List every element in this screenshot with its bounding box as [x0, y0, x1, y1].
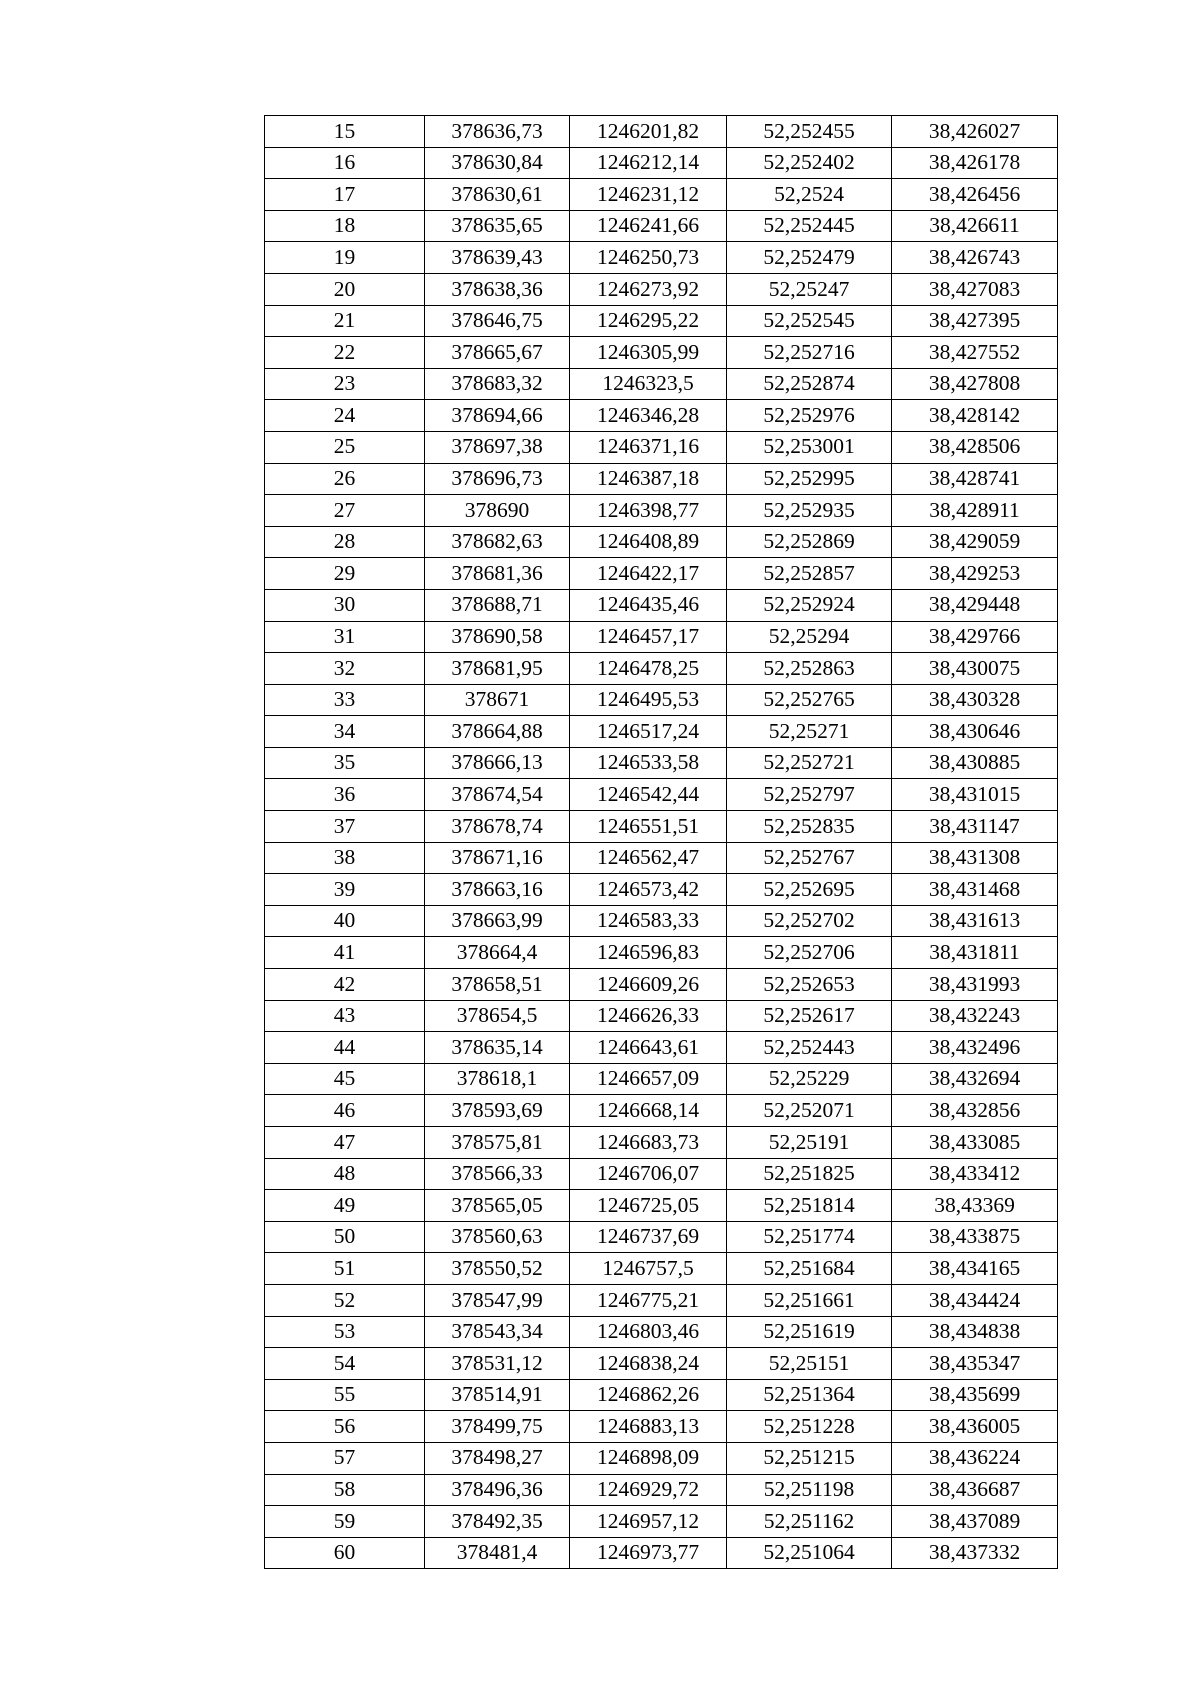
y-coordinate-cell: 1246305,99 [570, 337, 727, 369]
longitude-cell: 38,435347 [892, 1348, 1058, 1380]
y-coordinate-cell: 1246725,05 [570, 1190, 727, 1222]
point-number-cell: 29 [265, 558, 425, 590]
latitude-cell: 52,251162 [727, 1506, 892, 1538]
latitude-cell: 52,252869 [727, 526, 892, 558]
y-coordinate-cell: 1246862,26 [570, 1379, 727, 1411]
point-number-cell: 21 [265, 305, 425, 337]
latitude-cell: 52,252479 [727, 242, 892, 274]
table-row [265, 684, 1058, 716]
latitude-cell: 52,252835 [727, 811, 892, 843]
longitude-cell: 38,429766 [892, 621, 1058, 653]
latitude-cell: 52,251661 [727, 1284, 892, 1316]
longitude-cell: 38,431147 [892, 811, 1058, 843]
longitude-cell: 38,427808 [892, 368, 1058, 400]
x-coordinate-cell: 378678,74 [425, 811, 570, 843]
y-coordinate-cell: 1246371,16 [570, 431, 727, 463]
x-coordinate-cell: 378688,71 [425, 589, 570, 621]
table-row [265, 495, 1058, 527]
longitude-cell: 38,426178 [892, 147, 1058, 179]
point-number-cell: 18 [265, 210, 425, 242]
longitude-cell: 38,431308 [892, 842, 1058, 874]
longitude-cell: 38,437332 [892, 1537, 1058, 1569]
x-coordinate-cell: 378690,58 [425, 621, 570, 653]
x-coordinate-cell: 378496,36 [425, 1474, 570, 1506]
x-coordinate-cell: 378514,91 [425, 1379, 570, 1411]
longitude-cell: 38,434838 [892, 1316, 1058, 1348]
point-number-cell: 20 [265, 273, 425, 305]
longitude-cell: 38,431468 [892, 874, 1058, 906]
x-coordinate-cell: 378498,27 [425, 1442, 570, 1474]
latitude-cell: 52,251198 [727, 1474, 892, 1506]
latitude-cell: 52,252695 [727, 874, 892, 906]
y-coordinate-cell: 1246346,28 [570, 400, 727, 432]
point-number-cell: 26 [265, 463, 425, 495]
y-coordinate-cell: 1246562,47 [570, 842, 727, 874]
longitude-cell: 38,431993 [892, 969, 1058, 1001]
point-number-cell: 22 [265, 337, 425, 369]
latitude-cell: 52,253001 [727, 431, 892, 463]
x-coordinate-cell: 378646,75 [425, 305, 570, 337]
table-row [265, 1506, 1058, 1538]
y-coordinate-cell: 1246533,58 [570, 747, 727, 779]
x-coordinate-cell: 378654,5 [425, 1000, 570, 1032]
x-coordinate-cell: 378565,05 [425, 1190, 570, 1222]
point-number-cell: 41 [265, 937, 425, 969]
x-coordinate-cell: 378682,63 [425, 526, 570, 558]
x-coordinate-cell: 378681,36 [425, 558, 570, 590]
longitude-cell: 38,433412 [892, 1158, 1058, 1190]
longitude-cell: 38,427083 [892, 273, 1058, 305]
x-coordinate-cell: 378663,16 [425, 874, 570, 906]
point-number-cell: 45 [265, 1063, 425, 1095]
point-number-cell: 39 [265, 874, 425, 906]
x-coordinate-cell: 378492,35 [425, 1506, 570, 1538]
latitude-cell: 52,252976 [727, 400, 892, 432]
x-coordinate-cell: 378666,13 [425, 747, 570, 779]
point-number-cell: 24 [265, 400, 425, 432]
x-coordinate-cell: 378636,73 [425, 116, 570, 148]
longitude-cell: 38,428142 [892, 400, 1058, 432]
latitude-cell: 52,252402 [727, 147, 892, 179]
point-number-cell: 53 [265, 1316, 425, 1348]
longitude-cell: 38,432243 [892, 1000, 1058, 1032]
point-number-cell: 42 [265, 969, 425, 1001]
x-coordinate-cell: 378481,4 [425, 1537, 570, 1569]
point-number-cell: 32 [265, 653, 425, 685]
x-coordinate-cell: 378630,61 [425, 179, 570, 211]
y-coordinate-cell: 1246596,83 [570, 937, 727, 969]
latitude-cell: 52,251364 [727, 1379, 892, 1411]
table-row [265, 874, 1058, 906]
table-row [265, 1284, 1058, 1316]
x-coordinate-cell: 378547,99 [425, 1284, 570, 1316]
longitude-cell: 38,429059 [892, 526, 1058, 558]
longitude-cell: 38,436224 [892, 1442, 1058, 1474]
point-number-cell: 44 [265, 1032, 425, 1064]
x-coordinate-cell: 378639,43 [425, 242, 570, 274]
y-coordinate-cell: 1246609,26 [570, 969, 727, 1001]
latitude-cell: 52,252857 [727, 558, 892, 590]
x-coordinate-cell: 378635,14 [425, 1032, 570, 1064]
table-row [265, 242, 1058, 274]
latitude-cell: 52,252721 [727, 747, 892, 779]
longitude-cell: 38,430646 [892, 716, 1058, 748]
x-coordinate-cell: 378575,81 [425, 1127, 570, 1159]
longitude-cell: 38,429253 [892, 558, 1058, 590]
point-number-cell: 19 [265, 242, 425, 274]
table-row [265, 558, 1058, 590]
y-coordinate-cell: 1246838,24 [570, 1348, 727, 1380]
y-coordinate-cell: 1246683,73 [570, 1127, 727, 1159]
longitude-cell: 38,434424 [892, 1284, 1058, 1316]
x-coordinate-cell: 378681,95 [425, 653, 570, 685]
longitude-cell: 38,433085 [892, 1127, 1058, 1159]
point-number-cell: 38 [265, 842, 425, 874]
longitude-cell: 38,430328 [892, 684, 1058, 716]
table-row [265, 337, 1058, 369]
y-coordinate-cell: 1246457,17 [570, 621, 727, 653]
latitude-cell: 52,251228 [727, 1411, 892, 1443]
longitude-cell: 38,430075 [892, 653, 1058, 685]
x-coordinate-cell: 378543,34 [425, 1316, 570, 1348]
latitude-cell: 52,251064 [727, 1537, 892, 1569]
latitude-cell: 52,252765 [727, 684, 892, 716]
point-number-cell: 56 [265, 1411, 425, 1443]
x-coordinate-cell: 378560,63 [425, 1221, 570, 1253]
point-number-cell: 60 [265, 1537, 425, 1569]
point-number-cell: 43 [265, 1000, 425, 1032]
x-coordinate-cell: 378618,1 [425, 1063, 570, 1095]
coordinates-table [264, 115, 1058, 1569]
longitude-cell: 38,426743 [892, 242, 1058, 274]
point-number-cell: 58 [265, 1474, 425, 1506]
x-coordinate-cell: 378638,36 [425, 273, 570, 305]
y-coordinate-cell: 1246250,73 [570, 242, 727, 274]
latitude-cell: 52,251619 [727, 1316, 892, 1348]
longitude-cell: 38,434165 [892, 1253, 1058, 1285]
y-coordinate-cell: 1246898,09 [570, 1442, 727, 1474]
longitude-cell: 38,436005 [892, 1411, 1058, 1443]
table-row [265, 747, 1058, 779]
x-coordinate-cell: 378664,4 [425, 937, 570, 969]
table-row [265, 431, 1058, 463]
longitude-cell: 38,431811 [892, 937, 1058, 969]
point-number-cell: 52 [265, 1284, 425, 1316]
point-number-cell: 55 [265, 1379, 425, 1411]
table-row [265, 1537, 1058, 1569]
x-coordinate-cell: 378690 [425, 495, 570, 527]
table-row [265, 305, 1058, 337]
table-row [265, 1158, 1058, 1190]
longitude-cell: 38,427395 [892, 305, 1058, 337]
table-row [265, 1063, 1058, 1095]
longitude-cell: 38,426027 [892, 116, 1058, 148]
table-row [265, 1190, 1058, 1222]
x-coordinate-cell: 378671 [425, 684, 570, 716]
latitude-cell: 52,252995 [727, 463, 892, 495]
y-coordinate-cell: 1246398,77 [570, 495, 727, 527]
point-number-cell: 57 [265, 1442, 425, 1474]
y-coordinate-cell: 1246387,18 [570, 463, 727, 495]
y-coordinate-cell: 1246626,33 [570, 1000, 727, 1032]
point-number-cell: 34 [265, 716, 425, 748]
y-coordinate-cell: 1246231,12 [570, 179, 727, 211]
point-number-cell: 47 [265, 1127, 425, 1159]
x-coordinate-cell: 378531,12 [425, 1348, 570, 1380]
latitude-cell: 52,2524 [727, 179, 892, 211]
y-coordinate-cell: 1246775,21 [570, 1284, 727, 1316]
x-coordinate-cell: 378664,88 [425, 716, 570, 748]
y-coordinate-cell: 1246478,25 [570, 653, 727, 685]
x-coordinate-cell: 378550,52 [425, 1253, 570, 1285]
table-row [265, 969, 1058, 1001]
table-row [265, 716, 1058, 748]
y-coordinate-cell: 1246883,13 [570, 1411, 727, 1443]
longitude-cell: 38,433875 [892, 1221, 1058, 1253]
table-row [265, 273, 1058, 305]
table-row [265, 1379, 1058, 1411]
longitude-cell: 38,428911 [892, 495, 1058, 527]
longitude-cell: 38,432694 [892, 1063, 1058, 1095]
table-row [265, 1442, 1058, 1474]
x-coordinate-cell: 378697,38 [425, 431, 570, 463]
latitude-cell: 52,25247 [727, 273, 892, 305]
x-coordinate-cell: 378566,33 [425, 1158, 570, 1190]
point-number-cell: 35 [265, 747, 425, 779]
latitude-cell: 52,252797 [727, 779, 892, 811]
table-row [265, 147, 1058, 179]
y-coordinate-cell: 1246295,22 [570, 305, 727, 337]
y-coordinate-cell: 1246273,92 [570, 273, 727, 305]
y-coordinate-cell: 1246573,42 [570, 874, 727, 906]
latitude-cell: 52,251684 [727, 1253, 892, 1285]
point-number-cell: 33 [265, 684, 425, 716]
point-number-cell: 23 [265, 368, 425, 400]
longitude-cell: 38,436687 [892, 1474, 1058, 1506]
x-coordinate-cell: 378671,16 [425, 842, 570, 874]
point-number-cell: 37 [265, 811, 425, 843]
longitude-cell: 38,429448 [892, 589, 1058, 621]
table-row [265, 1253, 1058, 1285]
y-coordinate-cell: 1246706,07 [570, 1158, 727, 1190]
longitude-cell: 38,431015 [892, 779, 1058, 811]
table-row [265, 1095, 1058, 1127]
x-coordinate-cell: 378694,66 [425, 400, 570, 432]
latitude-cell: 52,252935 [727, 495, 892, 527]
longitude-cell: 38,432856 [892, 1095, 1058, 1127]
point-number-cell: 17 [265, 179, 425, 211]
y-coordinate-cell: 1246929,72 [570, 1474, 727, 1506]
x-coordinate-cell: 378630,84 [425, 147, 570, 179]
x-coordinate-cell: 378635,65 [425, 210, 570, 242]
point-number-cell: 59 [265, 1506, 425, 1538]
point-number-cell: 40 [265, 905, 425, 937]
table-row [265, 811, 1058, 843]
y-coordinate-cell: 1246422,17 [570, 558, 727, 590]
longitude-cell: 38,43369 [892, 1190, 1058, 1222]
table-row [265, 400, 1058, 432]
point-number-cell: 36 [265, 779, 425, 811]
latitude-cell: 52,25191 [727, 1127, 892, 1159]
longitude-cell: 38,428741 [892, 463, 1058, 495]
x-coordinate-cell: 378665,67 [425, 337, 570, 369]
y-coordinate-cell: 1246408,89 [570, 526, 727, 558]
y-coordinate-cell: 1246957,12 [570, 1506, 727, 1538]
table-row [265, 842, 1058, 874]
table-row [265, 779, 1058, 811]
latitude-cell: 52,252445 [727, 210, 892, 242]
table-row [265, 1127, 1058, 1159]
point-number-cell: 49 [265, 1190, 425, 1222]
table-row [265, 1000, 1058, 1032]
table-row [265, 463, 1058, 495]
latitude-cell: 52,252874 [727, 368, 892, 400]
y-coordinate-cell: 1246212,14 [570, 147, 727, 179]
table-row [265, 368, 1058, 400]
longitude-cell: 38,430885 [892, 747, 1058, 779]
latitude-cell: 52,25271 [727, 716, 892, 748]
y-coordinate-cell: 1246323,5 [570, 368, 727, 400]
x-coordinate-cell: 378593,69 [425, 1095, 570, 1127]
y-coordinate-cell: 1246495,53 [570, 684, 727, 716]
x-coordinate-cell: 378696,73 [425, 463, 570, 495]
table-row [265, 937, 1058, 969]
longitude-cell: 38,431613 [892, 905, 1058, 937]
point-number-cell: 27 [265, 495, 425, 527]
table-row [265, 210, 1058, 242]
coordinates-table-body [265, 116, 1058, 1569]
longitude-cell: 38,426456 [892, 179, 1058, 211]
longitude-cell: 38,427552 [892, 337, 1058, 369]
latitude-cell: 52,252455 [727, 116, 892, 148]
point-number-cell: 46 [265, 1095, 425, 1127]
table-row [265, 905, 1058, 937]
table-row [265, 1411, 1058, 1443]
x-coordinate-cell: 378674,54 [425, 779, 570, 811]
latitude-cell: 52,252653 [727, 969, 892, 1001]
longitude-cell: 38,428506 [892, 431, 1058, 463]
latitude-cell: 52,252545 [727, 305, 892, 337]
x-coordinate-cell: 378658,51 [425, 969, 570, 1001]
y-coordinate-cell: 1246737,69 [570, 1221, 727, 1253]
latitude-cell: 52,252443 [727, 1032, 892, 1064]
latitude-cell: 52,251814 [727, 1190, 892, 1222]
y-coordinate-cell: 1246668,14 [570, 1095, 727, 1127]
longitude-cell: 38,437089 [892, 1506, 1058, 1538]
point-number-cell: 25 [265, 431, 425, 463]
y-coordinate-cell: 1246803,46 [570, 1316, 727, 1348]
table-row [265, 621, 1058, 653]
latitude-cell: 52,252716 [727, 337, 892, 369]
latitude-cell: 52,251825 [727, 1158, 892, 1190]
y-coordinate-cell: 1246435,46 [570, 589, 727, 621]
table-row [265, 1474, 1058, 1506]
y-coordinate-cell: 1246542,44 [570, 779, 727, 811]
latitude-cell: 52,252924 [727, 589, 892, 621]
table-row [265, 1032, 1058, 1064]
point-number-cell: 28 [265, 526, 425, 558]
table-row [265, 1221, 1058, 1253]
x-coordinate-cell: 378663,99 [425, 905, 570, 937]
table-row [265, 1316, 1058, 1348]
y-coordinate-cell: 1246201,82 [570, 116, 727, 148]
y-coordinate-cell: 1246657,09 [570, 1063, 727, 1095]
latitude-cell: 52,25229 [727, 1063, 892, 1095]
longitude-cell: 38,435699 [892, 1379, 1058, 1411]
table-row [265, 179, 1058, 211]
point-number-cell: 54 [265, 1348, 425, 1380]
latitude-cell: 52,252071 [727, 1095, 892, 1127]
latitude-cell: 52,251215 [727, 1442, 892, 1474]
latitude-cell: 52,251774 [727, 1221, 892, 1253]
x-coordinate-cell: 378683,32 [425, 368, 570, 400]
y-coordinate-cell: 1246973,77 [570, 1537, 727, 1569]
table-row [265, 526, 1058, 558]
latitude-cell: 52,252702 [727, 905, 892, 937]
y-coordinate-cell: 1246583,33 [570, 905, 727, 937]
y-coordinate-cell: 1246551,51 [570, 811, 727, 843]
point-number-cell: 31 [265, 621, 425, 653]
latitude-cell: 52,25294 [727, 621, 892, 653]
point-number-cell: 51 [265, 1253, 425, 1285]
table-row [265, 1348, 1058, 1380]
latitude-cell: 52,252617 [727, 1000, 892, 1032]
y-coordinate-cell: 1246643,61 [570, 1032, 727, 1064]
point-number-cell: 30 [265, 589, 425, 621]
point-number-cell: 15 [265, 116, 425, 148]
longitude-cell: 38,432496 [892, 1032, 1058, 1064]
point-number-cell: 16 [265, 147, 425, 179]
table-row [265, 653, 1058, 685]
latitude-cell: 52,252706 [727, 937, 892, 969]
latitude-cell: 52,25151 [727, 1348, 892, 1380]
y-coordinate-cell: 1246517,24 [570, 716, 727, 748]
x-coordinate-cell: 378499,75 [425, 1411, 570, 1443]
longitude-cell: 38,426611 [892, 210, 1058, 242]
table-row [265, 116, 1058, 148]
latitude-cell: 52,252863 [727, 653, 892, 685]
point-number-cell: 48 [265, 1158, 425, 1190]
y-coordinate-cell: 1246241,66 [570, 210, 727, 242]
latitude-cell: 52,252767 [727, 842, 892, 874]
table-row [265, 589, 1058, 621]
y-coordinate-cell: 1246757,5 [570, 1253, 727, 1285]
point-number-cell: 50 [265, 1221, 425, 1253]
